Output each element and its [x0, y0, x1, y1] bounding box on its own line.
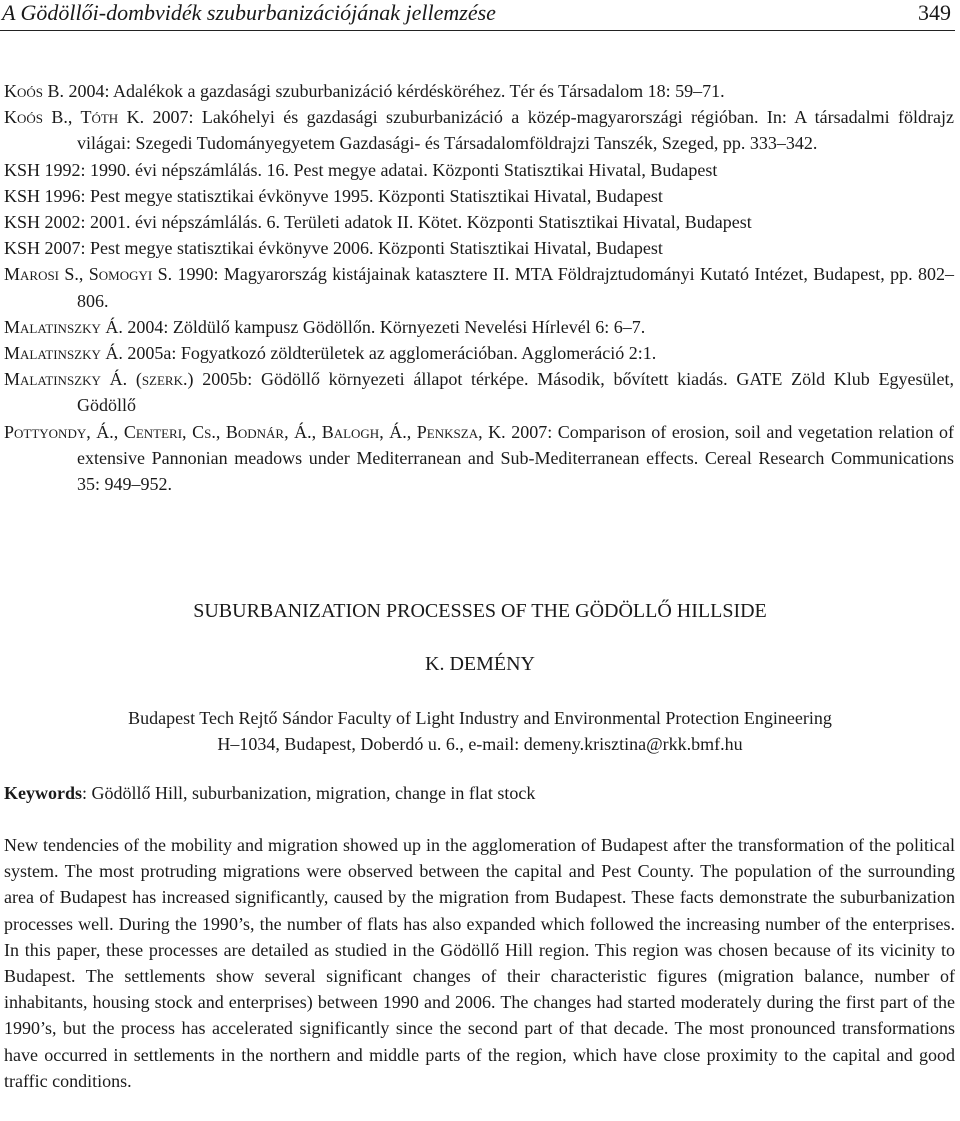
paper-author: K. DEMÉNY — [425, 653, 535, 675]
reference-list — [4, 78, 954, 497]
reference-author: Koós B., Tóth K. — [4, 107, 145, 128]
reference-text: 2004: Adalékok a gazdasági szuburbanizáció kérdésköréhez. Tér és Társadalom 18: 59–71. — [64, 81, 725, 101]
abstract: New tendencies of the mobility and migration showed up in the agglomeration of Budapest after the transformation of the political system. The most protruding migrations were observed between the capital and Pest County. The population of the surrounding area of Budapest has increased significantly, caused by the migration from Budapest. These facts demonstrate the suburbanization processes well. During the 1990’s, the number of flats has also expanded which followed the increasing number of the enterprises. In this paper, these processes are detailed as studied in the Gödöllő Hill region. This region was chosen because of its vicinity to Budapest. The settlements show several significant changes of their characteristic figures (migration balance, number of inhabitants, housing stock and enterprises) between 1990 and 2006. The changes had started moderately during the first part of the 1990’s, but the process has accelerated significantly since the second part of that decade. The most pronounced transformations have occurred in settlements in the northern and middle parts of the region, which have close proximity to the capital and good traffic conditions. — [4, 835, 955, 1091]
author-affiliation — [0, 705, 960, 757]
keywords-label: Keywords — [4, 783, 82, 803]
reference-text: KSH 2002: 2001. évi népszámlálás. 6. Területi adatok II. Kötet. Központi Statisztikai Hivatal, Budapest — [4, 212, 752, 233]
reference-text: 2005a: Fogyatkozó zöldterületek az agglomerációban. Agglomeráció 2:1. — [122, 343, 657, 364]
reference-text: 2007: Lakóhelyi és gazdasági szuburbanizáció a közép-magyarországi régióban. In: A társadalmi földrajz világai: Szegedi Tudományegyetem Gazdasági- és Társadalomföldrajzi Tanszék, Szeged, pp. 333–342. — [77, 107, 954, 154]
reference-author: Pottyondy, Á., Centeri, Cs., Bodnár, Á., Balogh, Á., Penksza, K. — [4, 421, 506, 442]
reference-author: Malatinszky Á. — [4, 343, 123, 364]
reference-item — [4, 340, 954, 366]
affiliation-address: H–1034, Budapest, Doberdó u. 6., e-mail: demeny.krisztina@rkk.bmf.hu — [217, 734, 743, 754]
reference-text: KSH 2007: Pest megye statisztikai évkönyve 2006. Központi Statisztikai Hivatal, Budapest — [4, 238, 663, 259]
reference-item — [4, 366, 954, 418]
reference-author: Koós B. — [4, 81, 65, 101]
reference-item — [4, 157, 954, 183]
running-title: A Gödöllői-dombvidék szuburbanizációjának jellemzése — [2, 0, 496, 25]
reference-author: Marosi S., Somogyi S. — [4, 264, 173, 285]
running-header — [0, 0, 955, 31]
page-number: 349 — [918, 0, 951, 25]
reference-item — [4, 235, 954, 261]
reference-text: 2004: Zöldülő kampusz Gödöllőn. Környezeti Nevelési Hírlevél 6: 6–7. — [122, 316, 646, 337]
reference-item — [4, 78, 954, 104]
reference-item — [4, 419, 954, 498]
reference-author: Malatinszky Á. (szerk.) — [4, 369, 194, 390]
reference-text: KSH 1992: 1990. évi népszámlálás. 16. Pest megye adatai. Központi Statisztikai Hivatal, Budapest — [4, 159, 718, 180]
reference-text: KSH 1996: Pest megye statisztikai évkönyve 1995. Központi Statisztikai Hivatal, Budapest — [4, 185, 663, 206]
keywords — [4, 783, 954, 804]
reference-item — [4, 183, 954, 209]
keywords-text: : Gödöllő Hill, suburbanization, migration, change in flat stock — [82, 783, 536, 803]
reference-item — [4, 209, 954, 235]
reference-text: 1990: Magyarország kistájainak katasztere II. MTA Földrajztudományi Kutató Intézet, Budapest, pp. 802–806. — [77, 264, 955, 311]
reference-item — [4, 261, 954, 313]
reference-author: Malatinszky Á. — [4, 316, 123, 337]
paper-title: SUBURBANIZATION PROCESSES OF THE GÖDÖLLŐ HILLSIDE — [193, 600, 767, 622]
reference-text: 2007: Comparison of erosion, soil and vegetation relation of extensive Pannonian meadows under Mediterranean and Sub-Mediterranean effects. Cereal Research Communications 35: 949–952. — [77, 421, 955, 495]
reference-item — [4, 314, 954, 340]
reference-text: 2005b: Gödöllő környezeti állapot térképe. Második, bővített kiadás. GATE Zöld Klub Egyesület, Gödöllő — [77, 369, 955, 416]
affiliation-line: Budapest Tech Rejtő Sándor Faculty of Light Industry and Environmental Protection Engineering — [128, 708, 832, 728]
reference-item — [4, 104, 954, 156]
